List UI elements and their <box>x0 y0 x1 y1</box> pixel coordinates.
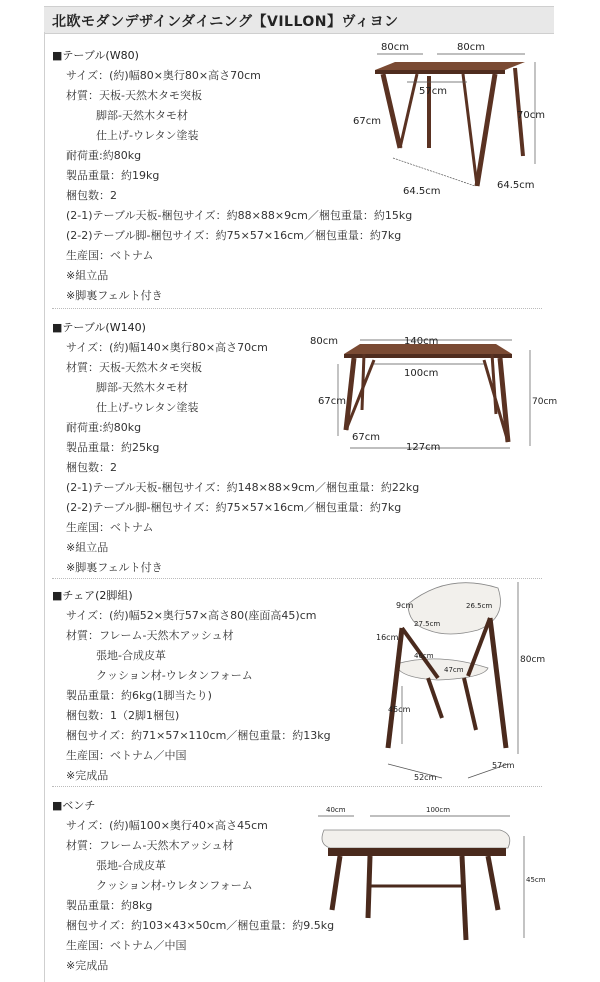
spec-row: 製品重量：約19kg <box>66 169 160 182</box>
dim-label: 57cm <box>492 761 515 770</box>
spec-row: (2-2)テーブル脚-梱包サイズ：約75×57×16cm／梱包重量：約7kg <box>66 229 402 242</box>
dim-label: 70cm <box>532 397 558 407</box>
spec-row: サイズ：(約)幅100×奥行40×高さ45cm <box>66 819 268 832</box>
dim-label: 67cm <box>353 116 381 127</box>
spec-row: (2-1)テーブル天板-梱包サイズ：約88×88×9cm／梱包重量：約15kg <box>66 209 413 222</box>
spec-row: 仕上げ-ウレタン塗装 <box>96 401 199 414</box>
dim-label: 40cm <box>326 806 346 814</box>
spec-row: 脚部-天然木タモ材 <box>96 381 188 394</box>
section-divider <box>52 786 542 787</box>
spec-row: 材質：天板-天然木タモ突板 <box>66 361 202 374</box>
page-header <box>44 6 554 34</box>
spec-row: 梱包サイズ：約71×57×110cm／梱包重量：約13kg <box>66 729 331 742</box>
spec-row: 耐荷重:約80kg <box>66 149 142 162</box>
spec-row: ※完成品 <box>66 959 109 972</box>
spec-row: サイズ：(約)幅80×奥行80×高さ70cm <box>66 69 261 82</box>
dim-label: 67cm <box>318 396 346 407</box>
dim-label: 80cm <box>381 42 409 53</box>
dim-label: 52cm <box>414 773 437 782</box>
section-divider <box>52 308 542 309</box>
dim-label: 64.5cm <box>403 186 441 197</box>
dim-label: 100cm <box>404 368 439 379</box>
spec-row: 張地-合成皮革 <box>96 649 166 662</box>
dim-label: 64.5cm <box>497 180 535 191</box>
spec-row: 脚部-天然木タモ材 <box>96 109 188 122</box>
dim-label: 57cm <box>419 86 447 97</box>
spec-row: 生産国：ベトナム／中国 <box>66 939 187 952</box>
spec-row: ※組立品 <box>66 541 109 554</box>
dim-label: 9cm <box>396 601 414 610</box>
dim-label: 80cm <box>520 655 546 665</box>
table-w140-diagram <box>304 330 558 455</box>
spec-row: 製品重量：約6kg(1脚当たり) <box>66 689 212 702</box>
dim-label: 80cm <box>457 42 485 53</box>
spec-row: 製品重量：約25kg <box>66 441 160 454</box>
dim-label: 70cm <box>517 110 545 121</box>
section-title: ■ベンチ <box>52 799 96 812</box>
spec-row: 梱包サイズ：約103×43×50cm／梱包重量：約9.5kg <box>66 919 335 932</box>
dim-label: 127cm <box>406 442 441 453</box>
dim-label: 16cm <box>376 633 399 642</box>
spec-row: (2-1)テーブル天板-梱包サイズ：約148×88×9cm／梱包重量：約22kg <box>66 481 420 494</box>
spec-row: 仕上げ-ウレタン塗装 <box>96 129 199 142</box>
spec-row: (2-2)テーブル脚-梱包サイズ：約75×57×16cm／梱包重量：約7kg <box>66 501 402 514</box>
spec-row: 生産国：ベトナム／中国 <box>66 749 187 762</box>
dim-label: 140cm <box>404 336 439 347</box>
spec-row: サイズ：(約)幅140×奥行80×高さ70cm <box>66 341 268 354</box>
dim-label: 100cm <box>426 806 451 814</box>
spec-row: 材質：天板-天然木タモ突板 <box>66 89 202 102</box>
dim-label: 26.5cm <box>466 602 493 610</box>
spec-row: クッション材-ウレタンフォーム <box>96 669 253 682</box>
spec-row: 生産国：ベトナム <box>66 249 154 262</box>
spec-row: ※脚裏フェルト付き <box>66 289 163 302</box>
section-chair <box>52 586 382 786</box>
dim-label: 80cm <box>310 336 338 347</box>
spec-row: 材質：フレーム-天然木アッシュ材 <box>66 629 234 642</box>
dim-label: 47cm <box>444 666 464 674</box>
section-title: ■テーブル(W140) <box>52 321 146 334</box>
spec-row: クッション材-ウレタンフォーム <box>96 879 253 892</box>
spec-row: 製品重量：約8kg <box>66 899 153 912</box>
spec-row: ※脚裏フェルト付き <box>66 561 163 574</box>
left-border <box>44 32 45 982</box>
spec-row: 材質：フレーム-天然木アッシュ材 <box>66 839 234 852</box>
section-title: ■チェア(2脚組) <box>52 589 133 602</box>
spec-row: 梱包数：1（2脚1梱包) <box>66 709 180 722</box>
spec-row: 梱包数：2 <box>66 461 117 474</box>
dim-label: 45cm <box>388 705 411 714</box>
dim-label: 46cm <box>414 652 434 660</box>
page-title: 北欧モダンデザインダイニング【VILLON】ヴィヨン <box>52 14 399 30</box>
dim-label: 67cm <box>352 432 380 443</box>
spec-row: 生産国：ベトナム <box>66 521 154 534</box>
spec-row: 張地-合成皮革 <box>96 859 166 872</box>
dim-label: 27.5cm <box>414 620 441 628</box>
spec-row: サイズ：(約)幅52×奥行57×高さ80(座面高45)cm <box>66 609 317 622</box>
spec-row: ※完成品 <box>66 769 109 782</box>
section-title: ■テーブル(W80) <box>52 49 139 62</box>
dim-label: 45cm <box>526 876 546 884</box>
chair-diagram <box>368 568 548 788</box>
bench-diagram <box>310 800 554 950</box>
spec-row: 耐荷重:約80kg <box>66 421 142 434</box>
table-w80-diagram <box>345 38 550 208</box>
spec-row: ※組立品 <box>66 269 109 282</box>
spec-row: 梱包数：2 <box>66 189 117 202</box>
